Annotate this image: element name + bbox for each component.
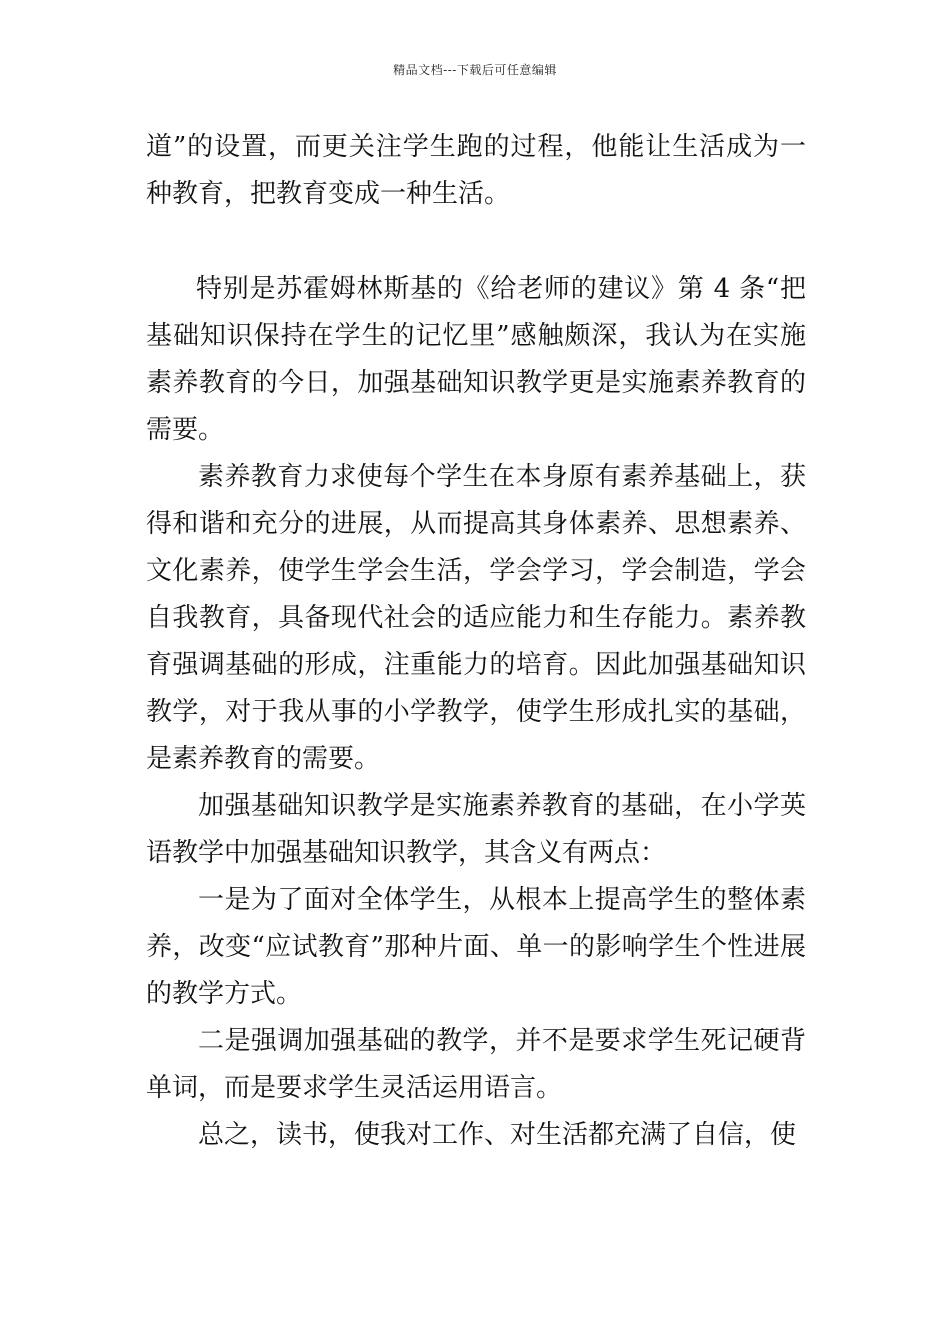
page-header: 精品文档---下载后可任意编辑: [393, 63, 557, 77]
paragraph-quality-education: 素养教育力求使每个学生在本身原有素养基础上，获得和谐和充分的进展，从而提高其身体素养、思想素养、文化素养，使学生学会生活，学会学习，学会制造，学会自我教育，具备现代社会的适应能力和生存能力。素养教育强调基础的形成，注重能力的培育。因此加强基础知识教学，对于我从事的小学教学，使学生形成扎实的基础，是素养教育的需要。: [146, 462, 806, 774]
paragraph-basic-knowledge: 加强基础知识教学是实施素养教育的基础，在小学英语教学中加强基础知识教学，其含义有两点：: [146, 791, 806, 868]
paragraph-continued: 道”的设置，而更关注学生跑的过程，他能让生活成为一种教育，把教育变成一种生活。: [146, 132, 806, 209]
paragraph-point-two: 二是强调加强基础的教学，并不是要求学生死记硬背单词，而是要求学生灵活运用语言。: [146, 1026, 806, 1103]
paragraph-point-one: 一是为了面对全体学生，从根本上提高学生的整体素养，改变“应试教育”那种片面、单一的影响学生个性进展的教学方式。: [146, 885, 806, 1009]
paragraph-conclusion: 总之，读书，使我对工作、对生活都充满了自信，使: [198, 1120, 797, 1150]
document-body: [146, 124, 806, 1159]
paragraph-suhomlinsky: 特别是苏霍姆林斯基的《给老师的建议》第 4 条“把基础知识保持在学生的记忆里”感触颇深，我认为在实施素养教育的今日，加强基础知识教学更是实施素养教育的需要。: [146, 274, 806, 445]
